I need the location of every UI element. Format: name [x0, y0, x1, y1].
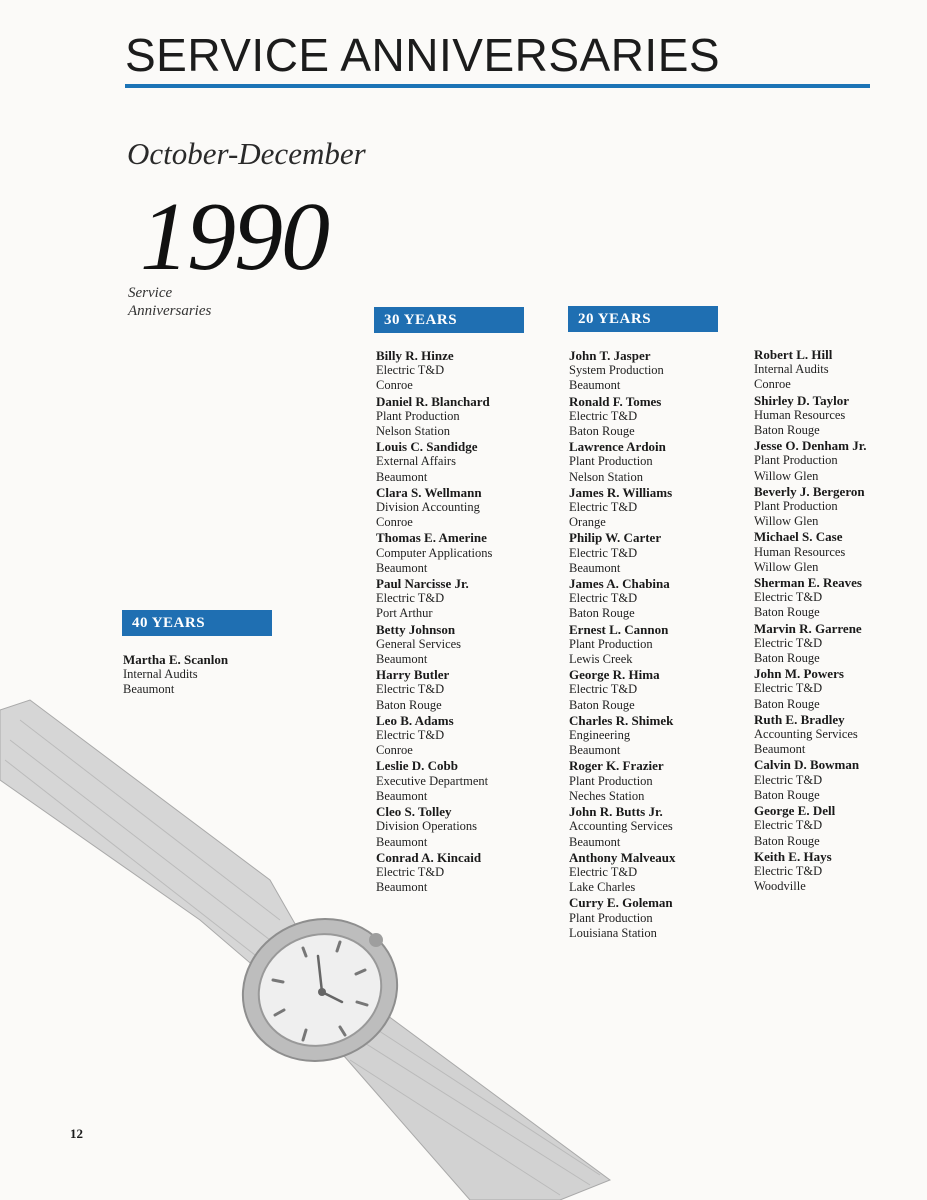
employee-department: Plant Production — [569, 454, 653, 469]
list-item — [376, 439, 492, 485]
employee-location: Conroe — [376, 743, 413, 758]
employee-department: Electric T&D — [569, 500, 638, 515]
employee-name: Shirley D. Taylor — [754, 392, 849, 408]
list-item — [754, 529, 867, 575]
employee-location: Baton Rouge — [754, 605, 820, 620]
employee-location: Baton Rouge — [754, 696, 820, 711]
employee-name: Thomas E. Amerine — [376, 530, 487, 546]
employee-name: Leo B. Adams — [376, 712, 454, 728]
employee-location: Port Arthur — [376, 606, 433, 621]
list-item — [569, 713, 676, 759]
year-caption — [128, 284, 211, 320]
employee-name: Harry Butler — [376, 667, 450, 683]
list-item — [569, 576, 676, 622]
employee-location: Conroe — [754, 377, 791, 392]
list-item — [754, 393, 867, 439]
list-item — [754, 849, 867, 895]
employee-name: Jesse O. Denham Jr. — [754, 438, 867, 454]
employee-location: Baton Rouge — [754, 651, 820, 666]
list-item — [569, 758, 676, 804]
employee-name: George R. Hima — [569, 667, 660, 683]
thirty-years-list — [376, 348, 492, 895]
employee-department: Electric T&D — [569, 864, 638, 879]
employee-department: Electric T&D — [376, 864, 445, 879]
employee-name: Keith E. Hays — [754, 848, 832, 864]
employee-department: Human Resources — [754, 544, 846, 559]
employee-department: Accounting Services — [754, 727, 858, 742]
employee-name: Martha E. Scanlon — [123, 652, 229, 667]
employee-name: Sherman E. Reaves — [754, 575, 862, 591]
employee-department: Internal Audits — [123, 667, 198, 682]
employee-department: Electric T&D — [376, 682, 445, 697]
employee-name: Lawrence Ardoin — [569, 439, 666, 455]
list-item — [376, 667, 492, 713]
employee-name: Robert L. Hill — [754, 347, 833, 362]
list-item — [569, 622, 676, 668]
employee-department: Electric T&D — [376, 363, 445, 378]
employee-location: Beaumont — [376, 560, 428, 575]
employee-location: Neches Station — [569, 788, 645, 803]
employee-location: Beaumont — [569, 560, 621, 575]
employee-department: Executive Department — [376, 773, 489, 788]
list-item — [569, 667, 676, 713]
employee-name: Beverly J. Bergeron — [754, 483, 865, 499]
employee-name: Louis C. Sandidge — [376, 439, 478, 455]
list-item — [569, 895, 676, 941]
employee-name: Calvin D. Bowman — [754, 757, 860, 773]
employee-location: Nelson Station — [569, 469, 643, 484]
employee-name: Cleo S. Tolley — [376, 804, 452, 820]
employee-department: System Production — [569, 363, 664, 378]
employee-location: Nelson Station — [376, 424, 450, 439]
list-item — [569, 804, 676, 850]
twenty-years-list-left — [569, 348, 676, 941]
list-item — [376, 576, 492, 622]
employee-location: Baton Rouge — [569, 697, 635, 712]
list-item — [376, 758, 492, 804]
list-item — [123, 652, 228, 698]
employee-department: Electric T&D — [754, 681, 823, 696]
employee-name: John R. Butts Jr. — [569, 804, 663, 820]
employee-location: Baton Rouge — [569, 424, 635, 439]
employee-location: Baton Rouge — [754, 787, 820, 802]
list-item — [754, 712, 867, 758]
employee-location: Orange — [569, 515, 606, 530]
employee-location: Beaumont — [376, 652, 428, 667]
list-item — [754, 347, 867, 393]
list-item — [569, 348, 676, 394]
employee-department: Plant Production — [376, 408, 460, 423]
employee-name: Charles R. Shimek — [569, 712, 674, 728]
list-item — [569, 439, 676, 485]
forty-years-badge: 40 YEARS — [122, 610, 272, 636]
employee-name: Ernest L. Cannon — [569, 621, 669, 637]
list-item — [376, 850, 492, 896]
employee-location: Beaumont — [569, 743, 621, 758]
employee-location: Woodville — [754, 879, 806, 894]
employee-location: Conroe — [376, 515, 413, 530]
employee-location: Beaumont — [569, 378, 621, 393]
employee-name: Leslie D. Cobb — [376, 758, 458, 774]
employee-location: Baton Rouge — [569, 606, 635, 621]
employee-name: Clara S. Wellmann — [376, 484, 482, 500]
employee-name: Paul Narcisse Jr. — [376, 576, 469, 592]
employee-name: Betty Johnson — [376, 621, 456, 637]
employee-department: Electric T&D — [569, 408, 638, 423]
employee-name: Michael S. Case — [754, 529, 843, 545]
employee-department: Electric T&D — [376, 591, 445, 606]
employee-name: George E. Dell — [754, 803, 836, 819]
list-item — [569, 485, 676, 531]
employee-location: Beaumont — [569, 834, 621, 849]
employee-department: Plant Production — [569, 636, 653, 651]
forty-years-list — [123, 652, 228, 698]
list-item — [376, 622, 492, 668]
employee-location: Beaumont — [376, 880, 428, 895]
wristwatch-illustration — [0, 680, 620, 1200]
employee-department: Accounting Services — [569, 819, 673, 834]
employee-department: Engineering — [569, 728, 631, 743]
list-item — [376, 348, 492, 394]
employee-department: Electric T&D — [754, 635, 823, 650]
employee-location: Beaumont — [376, 469, 428, 484]
list-item — [754, 757, 867, 803]
list-item — [754, 484, 867, 530]
employee-department: Electric T&D — [569, 545, 638, 560]
employee-department: Plant Production — [754, 499, 838, 514]
page-title: SERVICE ANNIVERSARIES — [125, 29, 721, 81]
employee-name: John M. Powers — [754, 666, 844, 682]
list-item — [569, 530, 676, 576]
page-number: 12 — [70, 1126, 83, 1141]
employee-name: Marvin R. Garrene — [754, 620, 862, 636]
employee-department: Division Accounting — [376, 500, 480, 515]
employee-department: Electric T&D — [754, 863, 823, 878]
list-item — [754, 575, 867, 621]
list-item — [376, 485, 492, 531]
employee-department: Plant Production — [569, 773, 653, 788]
employee-department: Electric T&D — [569, 591, 638, 606]
list-item — [569, 850, 676, 896]
title-rule — [125, 84, 870, 88]
employee-name: Ronald F. Tomes — [569, 393, 662, 409]
employee-department: Electric T&D — [569, 682, 638, 697]
employee-department: Computer Applications — [376, 545, 493, 560]
employee-department: Plant Production — [754, 453, 838, 468]
employee-location: Louisiana Station — [569, 925, 657, 940]
employee-location: Beaumont — [123, 682, 175, 697]
employee-location: Conroe — [376, 378, 413, 393]
thirty-years-badge: 30 YEARS — [374, 307, 524, 333]
employee-name: Daniel R. Blanchard — [376, 393, 490, 409]
employee-name: Conrad A. Kincaid — [376, 849, 482, 865]
employee-location: Beaumont — [376, 834, 428, 849]
employee-department: Plant Production — [569, 910, 653, 925]
employee-name: Curry E. Goleman — [569, 895, 673, 911]
year-caption-line2: Anniversaries — [128, 303, 212, 319]
employee-department: Electric T&D — [754, 772, 823, 787]
list-item — [754, 621, 867, 667]
employee-name: John T. Jasper — [569, 348, 651, 363]
list-item — [569, 394, 676, 440]
twenty-years-list-right — [754, 347, 867, 894]
employee-location: Lake Charles — [569, 880, 636, 895]
employee-department: Human Resources — [754, 407, 846, 422]
employee-location: Willow Glen — [754, 514, 819, 529]
employee-location: Baton Rouge — [376, 697, 442, 712]
list-item — [376, 713, 492, 759]
employee-location: Beaumont — [754, 742, 806, 757]
employee-location: Baton Rouge — [754, 423, 820, 438]
employee-department: Electric T&D — [376, 728, 445, 743]
twenty-years-badge: 20 YEARS — [568, 306, 718, 332]
list-item — [754, 666, 867, 712]
list-item — [754, 438, 867, 484]
employee-name: Anthony Malveaux — [569, 849, 676, 865]
employee-name: Ruth E. Bradley — [754, 711, 845, 727]
year-heading: 1990 — [140, 183, 328, 291]
employee-location: Willow Glen — [754, 559, 819, 574]
period-subtitle: October-December — [127, 136, 366, 171]
list-item — [376, 394, 492, 440]
year-caption-line1: Service — [128, 285, 173, 301]
employee-department: Electric T&D — [754, 818, 823, 833]
employee-department: Electric T&D — [754, 590, 823, 605]
list-item — [754, 803, 867, 849]
employee-department: Internal Audits — [754, 362, 829, 377]
employee-location: Willow Glen — [754, 468, 819, 483]
list-item — [376, 530, 492, 576]
employee-name: James A. Chabina — [569, 576, 670, 592]
employee-name: Billy R. Hinze — [376, 348, 454, 363]
list-item — [376, 804, 492, 850]
employee-department: Division Operations — [376, 819, 478, 834]
employee-location: Baton Rouge — [754, 833, 820, 848]
employee-department: External Affairs — [376, 454, 456, 469]
employee-name: Philip W. Carter — [569, 530, 662, 546]
employee-location: Beaumont — [376, 788, 428, 803]
employee-name: Roger K. Frazier — [569, 758, 664, 774]
employee-location: Lewis Creek — [569, 652, 633, 667]
employee-department: General Services — [376, 636, 462, 651]
employee-name: James R. Williams — [569, 484, 673, 500]
